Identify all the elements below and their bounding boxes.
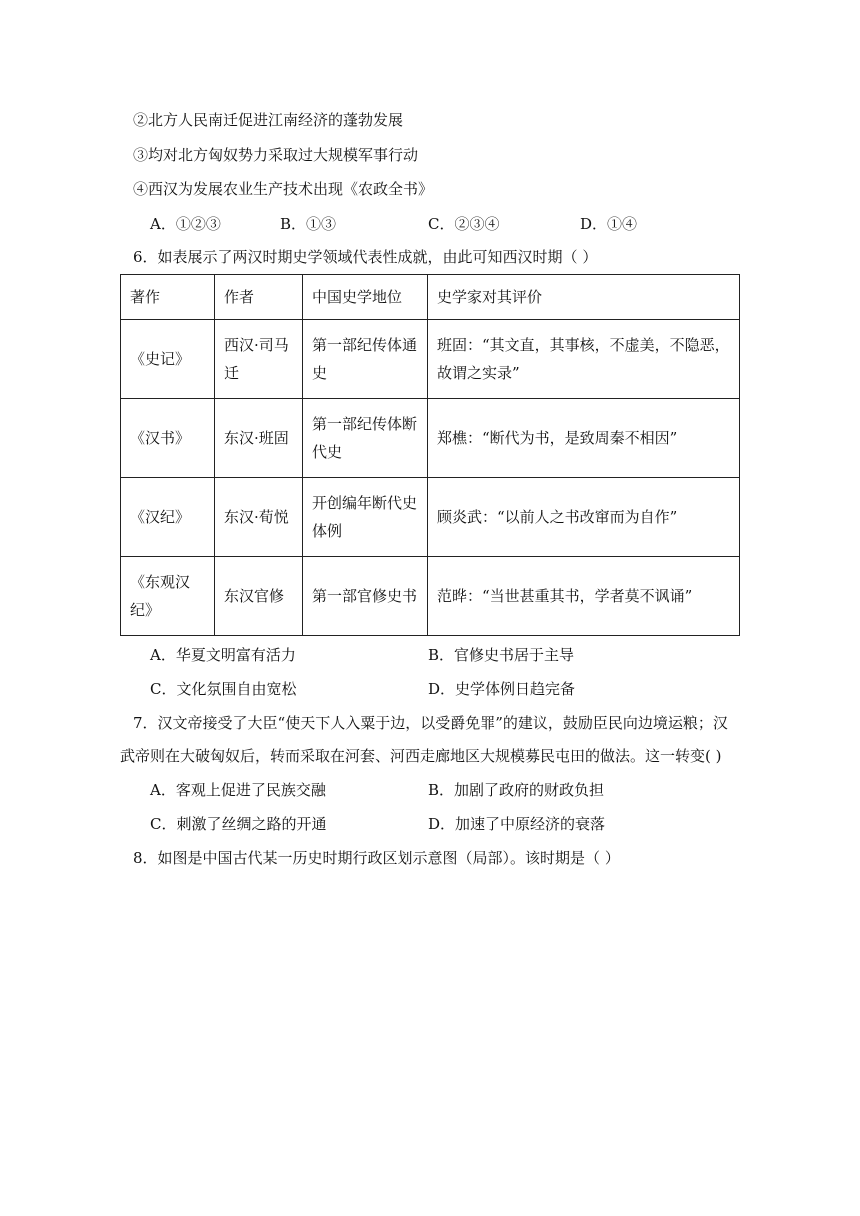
- statement-2: ②北方人民南迁促进江南经济的蓬勃发展: [133, 111, 404, 129]
- q7-option-a[interactable]: A．客观上促进了民族交融: [150, 781, 326, 799]
- cell-status: 第一部纪传体通史: [303, 320, 428, 399]
- cell-evaluation: 班固：“其文直，其事核，不虚美，不隐恶，故谓之实录”: [428, 320, 740, 399]
- q8-stem: 8．如图是中国古代某一历史时期行政区划示意图（局部）。该时期是（ ）: [133, 849, 620, 867]
- header-work: 著作: [121, 275, 215, 320]
- q7-stem-line-2: 武帝则在大破匈奴后，转而采取在河套、河西走廊地区大规模募民屯田的做法。这一转变( ): [120, 747, 722, 765]
- statement-4: ④西汉为发展农业生产技术出现《农政全书》: [133, 180, 434, 198]
- header-author: 作者: [215, 275, 303, 320]
- cell-status: 开创编年断代史体例: [303, 478, 428, 557]
- cell-evaluation: 郑樵：“断代为书，是致周秦不相因”: [428, 399, 740, 478]
- q7-stem-line-1: 7．汉文帝接受了大臣“使天下人入粟于边，以受爵免罪”的建议，鼓励臣民向边境运粮；汉: [133, 714, 728, 732]
- table-row: [121, 399, 740, 478]
- cell-evaluation: 范晔：“当世甚重其书，学者莫不讽诵”: [428, 557, 740, 636]
- q5-option-d[interactable]: D．①④: [580, 215, 638, 233]
- cell-evaluation: 顾炎武：“以前人之书改窜而为自作”: [428, 478, 740, 557]
- cell-work: 《东观汉纪》: [121, 557, 215, 636]
- cell-work: 《史记》: [121, 320, 215, 399]
- q5-option-c[interactable]: C．②③④: [428, 215, 500, 233]
- statement-3: ③均对北方匈奴势力采取过大规模军事行动: [133, 146, 419, 164]
- historiography-table: [120, 274, 740, 636]
- q7-option-b[interactable]: B．加剧了政府的财政负担: [428, 781, 605, 799]
- cell-work: 《汉书》: [121, 399, 215, 478]
- cell-author: 东汉官修: [215, 557, 303, 636]
- q6-option-b[interactable]: B．官修史书居于主导: [428, 646, 575, 664]
- cell-status: 第一部纪传体断代史: [303, 399, 428, 478]
- q6-option-c[interactable]: C．文化氛围自由宽松: [150, 680, 297, 698]
- cell-author: 东汉·荀悦: [215, 478, 303, 557]
- cell-author: 东汉·班固: [215, 399, 303, 478]
- q5-option-b[interactable]: B．①③: [280, 215, 337, 233]
- table-header-row: [121, 275, 740, 320]
- q5-option-a[interactable]: A．①②③: [150, 215, 221, 233]
- header-evaluation: 史学家对其评价: [428, 275, 740, 320]
- table-row: [121, 557, 740, 636]
- cell-work: 《汉纪》: [121, 478, 215, 557]
- q7-option-d[interactable]: D．加速了中原经济的衰落: [428, 815, 606, 833]
- table-row: [121, 320, 740, 399]
- cell-author: 西汉·司马迁: [215, 320, 303, 399]
- q7-option-c[interactable]: C．刺激了丝绸之路的开通: [150, 815, 327, 833]
- q6-stem: 6．如表展示了两汉时期史学领域代表性成就，由此可知西汉时期（ ）: [133, 248, 598, 266]
- cell-status: 第一部官修史书: [303, 557, 428, 636]
- q6-option-a[interactable]: A．华夏文明富有活力: [150, 646, 296, 664]
- header-status: 中国史学地位: [303, 275, 428, 320]
- q6-option-d[interactable]: D．史学体例日趋完备: [428, 680, 576, 698]
- table-row: [121, 478, 740, 557]
